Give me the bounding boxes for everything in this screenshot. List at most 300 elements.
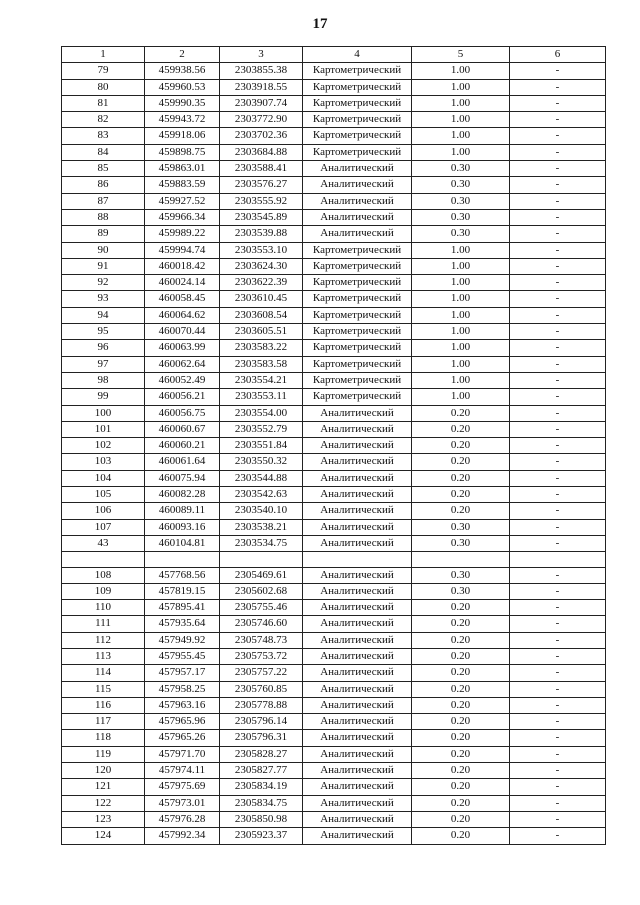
y-coordinate-cell: 2303538.21 bbox=[220, 519, 303, 535]
page-number: 17 bbox=[312, 16, 328, 32]
accuracy-cell: 1.00 bbox=[412, 258, 510, 274]
y-coordinate-cell: 2305748.73 bbox=[220, 632, 303, 648]
method-cell: Картометрический bbox=[303, 242, 412, 258]
accuracy-cell: 0.20 bbox=[412, 763, 510, 779]
x-coordinate-cell: 460056.21 bbox=[145, 389, 220, 405]
method-cell: Картометрический bbox=[303, 340, 412, 356]
method-cell: Аналитический bbox=[303, 779, 412, 795]
y-coordinate-cell: 2305827.77 bbox=[220, 763, 303, 779]
note-cell: - bbox=[510, 535, 606, 551]
method-cell: Аналитический bbox=[303, 583, 412, 599]
note-cell: - bbox=[510, 632, 606, 648]
method-cell: Картометрический bbox=[303, 291, 412, 307]
table-row bbox=[62, 632, 606, 648]
accuracy-cell: 0.20 bbox=[412, 421, 510, 437]
method-cell: Картометрический bbox=[303, 324, 412, 340]
point-number-cell: 118 bbox=[62, 730, 145, 746]
y-coordinate-cell: 2303605.51 bbox=[220, 324, 303, 340]
y-coordinate-cell: 2305753.72 bbox=[220, 648, 303, 664]
method-cell: Картометрический bbox=[303, 275, 412, 291]
point-number-cell: 123 bbox=[62, 811, 145, 827]
accuracy-cell: 0.20 bbox=[412, 779, 510, 795]
x-coordinate-cell: 457957.17 bbox=[145, 665, 220, 681]
note-cell: - bbox=[510, 519, 606, 535]
x-coordinate-cell: 457963.16 bbox=[145, 697, 220, 713]
accuracy-cell: 1.00 bbox=[412, 307, 510, 323]
table-row bbox=[62, 63, 606, 79]
note-cell: - bbox=[510, 746, 606, 762]
x-coordinate-cell: 459883.59 bbox=[145, 177, 220, 193]
table-row bbox=[62, 438, 606, 454]
y-coordinate-cell: 2303540.10 bbox=[220, 503, 303, 519]
method-cell: Аналитический bbox=[303, 193, 412, 209]
x-coordinate-cell: 457955.45 bbox=[145, 648, 220, 664]
y-coordinate-cell: 2305757.22 bbox=[220, 665, 303, 681]
x-coordinate-cell: 459938.56 bbox=[145, 63, 220, 79]
table-row bbox=[62, 665, 606, 681]
note-cell: - bbox=[510, 438, 606, 454]
x-coordinate-cell: 459943.72 bbox=[145, 112, 220, 128]
table-row bbox=[62, 454, 606, 470]
note-cell: - bbox=[510, 307, 606, 323]
x-coordinate-cell bbox=[145, 552, 220, 567]
point-number-cell: 104 bbox=[62, 470, 145, 486]
note-cell: - bbox=[510, 730, 606, 746]
table-row bbox=[62, 95, 606, 111]
point-number-cell: 93 bbox=[62, 291, 145, 307]
y-coordinate-cell: 2303534.75 bbox=[220, 535, 303, 551]
point-number-cell: 116 bbox=[62, 697, 145, 713]
method-cell: Картометрический bbox=[303, 258, 412, 274]
method-cell: Аналитический bbox=[303, 795, 412, 811]
y-coordinate-cell: 2303583.58 bbox=[220, 356, 303, 372]
note-cell: - bbox=[510, 291, 606, 307]
accuracy-cell: 0.20 bbox=[412, 405, 510, 421]
method-cell: Аналитический bbox=[303, 567, 412, 583]
point-number-cell: 82 bbox=[62, 112, 145, 128]
point-number-cell: 117 bbox=[62, 714, 145, 730]
method-cell: Аналитический bbox=[303, 161, 412, 177]
x-coordinate-cell: 459990.35 bbox=[145, 95, 220, 111]
note-cell: - bbox=[510, 779, 606, 795]
x-coordinate-cell: 457976.28 bbox=[145, 811, 220, 827]
accuracy-cell: 1.00 bbox=[412, 79, 510, 95]
accuracy-cell: 0.30 bbox=[412, 519, 510, 535]
y-coordinate-cell: 2305923.37 bbox=[220, 828, 303, 844]
x-coordinate-cell: 459994.74 bbox=[145, 242, 220, 258]
accuracy-cell: 0.20 bbox=[412, 811, 510, 827]
table-row bbox=[62, 112, 606, 128]
note-cell: - bbox=[510, 161, 606, 177]
x-coordinate-cell: 457965.26 bbox=[145, 730, 220, 746]
y-coordinate-cell: 2305760.85 bbox=[220, 681, 303, 697]
accuracy-cell: 0.20 bbox=[412, 681, 510, 697]
table-row bbox=[62, 324, 606, 340]
accuracy-cell: 1.00 bbox=[412, 372, 510, 388]
x-coordinate-cell: 457935.64 bbox=[145, 616, 220, 632]
point-number-cell: 111 bbox=[62, 616, 145, 632]
point-number-cell: 105 bbox=[62, 487, 145, 503]
column-header: 3 bbox=[220, 47, 303, 63]
note-cell: - bbox=[510, 487, 606, 503]
point-number-cell: 110 bbox=[62, 600, 145, 616]
method-cell: Аналитический bbox=[303, 632, 412, 648]
point-number-cell: 101 bbox=[62, 421, 145, 437]
accuracy-cell: 1.00 bbox=[412, 389, 510, 405]
method-cell: Аналитический bbox=[303, 730, 412, 746]
accuracy-cell: 1.00 bbox=[412, 291, 510, 307]
note-cell: - bbox=[510, 616, 606, 632]
note-cell: - bbox=[510, 389, 606, 405]
table-row bbox=[62, 552, 606, 567]
y-coordinate-cell: 2305850.98 bbox=[220, 811, 303, 827]
x-coordinate-cell: 460064.62 bbox=[145, 307, 220, 323]
method-cell: Аналитический bbox=[303, 828, 412, 844]
point-number-cell: 92 bbox=[62, 275, 145, 291]
table-row bbox=[62, 583, 606, 599]
x-coordinate-cell: 457974.11 bbox=[145, 763, 220, 779]
y-coordinate-cell: 2303576.27 bbox=[220, 177, 303, 193]
accuracy-cell: 0.30 bbox=[412, 583, 510, 599]
point-number-cell bbox=[62, 552, 145, 567]
table-row bbox=[62, 746, 606, 762]
point-number-cell: 108 bbox=[62, 567, 145, 583]
point-number-cell: 88 bbox=[62, 209, 145, 225]
table-row bbox=[62, 193, 606, 209]
method-cell: Аналитический bbox=[303, 746, 412, 762]
note-cell: - bbox=[510, 128, 606, 144]
accuracy-cell: 0.20 bbox=[412, 746, 510, 762]
point-number-cell: 85 bbox=[62, 161, 145, 177]
accuracy-cell: 0.20 bbox=[412, 438, 510, 454]
note-cell: - bbox=[510, 226, 606, 242]
y-coordinate-cell: 2303907.74 bbox=[220, 95, 303, 111]
note-cell: - bbox=[510, 112, 606, 128]
x-coordinate-cell: 460062.64 bbox=[145, 356, 220, 372]
table-row bbox=[62, 470, 606, 486]
method-cell bbox=[303, 552, 412, 567]
x-coordinate-cell: 460056.75 bbox=[145, 405, 220, 421]
y-coordinate-cell: 2303554.00 bbox=[220, 405, 303, 421]
x-coordinate-cell: 460052.49 bbox=[145, 372, 220, 388]
column-header: 2 bbox=[145, 47, 220, 63]
x-coordinate-cell: 459927.52 bbox=[145, 193, 220, 209]
table-row bbox=[62, 177, 606, 193]
method-cell: Картометрический bbox=[303, 112, 412, 128]
x-coordinate-cell: 457992.34 bbox=[145, 828, 220, 844]
note-cell: - bbox=[510, 583, 606, 599]
table-row bbox=[62, 795, 606, 811]
note-cell: - bbox=[510, 177, 606, 193]
x-coordinate-cell: 460082.28 bbox=[145, 487, 220, 503]
accuracy-cell: 0.20 bbox=[412, 828, 510, 844]
table-row bbox=[62, 79, 606, 95]
y-coordinate-cell: 2303544.88 bbox=[220, 470, 303, 486]
accuracy-cell: 0.20 bbox=[412, 503, 510, 519]
point-number-cell: 95 bbox=[62, 324, 145, 340]
point-number-cell: 124 bbox=[62, 828, 145, 844]
x-coordinate-cell: 459918.06 bbox=[145, 128, 220, 144]
coordinates-table bbox=[61, 46, 606, 845]
method-cell: Картометрический bbox=[303, 63, 412, 79]
accuracy-cell: 0.20 bbox=[412, 470, 510, 486]
note-cell: - bbox=[510, 600, 606, 616]
accuracy-cell: 1.00 bbox=[412, 275, 510, 291]
x-coordinate-cell: 457949.92 bbox=[145, 632, 220, 648]
accuracy-cell: 0.20 bbox=[412, 714, 510, 730]
accuracy-cell: 0.30 bbox=[412, 193, 510, 209]
method-cell: Аналитический bbox=[303, 438, 412, 454]
note-cell: - bbox=[510, 567, 606, 583]
point-number-cell: 102 bbox=[62, 438, 145, 454]
accuracy-cell: 0.30 bbox=[412, 535, 510, 551]
y-coordinate-cell: 2303702.36 bbox=[220, 128, 303, 144]
accuracy-cell bbox=[412, 552, 510, 567]
method-cell: Аналитический bbox=[303, 226, 412, 242]
point-number-cell: 112 bbox=[62, 632, 145, 648]
note-cell: - bbox=[510, 209, 606, 225]
table-row bbox=[62, 372, 606, 388]
x-coordinate-cell: 457819.15 bbox=[145, 583, 220, 599]
y-coordinate-cell bbox=[220, 552, 303, 567]
y-coordinate-cell: 2303855.38 bbox=[220, 63, 303, 79]
accuracy-cell: 1.00 bbox=[412, 356, 510, 372]
table-row bbox=[62, 616, 606, 632]
x-coordinate-cell: 460089.11 bbox=[145, 503, 220, 519]
table-row bbox=[62, 811, 606, 827]
method-cell: Картометрический bbox=[303, 389, 412, 405]
y-coordinate-cell: 2305602.68 bbox=[220, 583, 303, 599]
y-coordinate-cell: 2305778.88 bbox=[220, 697, 303, 713]
method-cell: Аналитический bbox=[303, 535, 412, 551]
point-number-cell: 81 bbox=[62, 95, 145, 111]
y-coordinate-cell: 2303553.10 bbox=[220, 242, 303, 258]
note-cell: - bbox=[510, 470, 606, 486]
point-number-cell: 107 bbox=[62, 519, 145, 535]
x-coordinate-cell: 459960.53 bbox=[145, 79, 220, 95]
x-coordinate-cell: 460060.21 bbox=[145, 438, 220, 454]
y-coordinate-cell: 2303554.21 bbox=[220, 372, 303, 388]
point-number-cell: 83 bbox=[62, 128, 145, 144]
y-coordinate-cell: 2303550.32 bbox=[220, 454, 303, 470]
accuracy-cell: 1.00 bbox=[412, 128, 510, 144]
note-cell: - bbox=[510, 372, 606, 388]
note-cell: - bbox=[510, 421, 606, 437]
x-coordinate-cell: 457958.25 bbox=[145, 681, 220, 697]
x-coordinate-cell: 460063.99 bbox=[145, 340, 220, 356]
accuracy-cell: 0.20 bbox=[412, 487, 510, 503]
column-header: 4 bbox=[303, 47, 412, 63]
note-cell: - bbox=[510, 811, 606, 827]
y-coordinate-cell: 2303553.11 bbox=[220, 389, 303, 405]
point-number-cell: 103 bbox=[62, 454, 145, 470]
point-number-cell: 109 bbox=[62, 583, 145, 599]
method-cell: Аналитический bbox=[303, 697, 412, 713]
table-row bbox=[62, 144, 606, 160]
table-row bbox=[62, 356, 606, 372]
method-cell: Аналитический bbox=[303, 811, 412, 827]
accuracy-cell: 0.20 bbox=[412, 697, 510, 713]
method-cell: Аналитический bbox=[303, 487, 412, 503]
point-number-cell: 90 bbox=[62, 242, 145, 258]
note-cell: - bbox=[510, 144, 606, 160]
note-cell: - bbox=[510, 95, 606, 111]
table-row bbox=[62, 779, 606, 795]
table-row bbox=[62, 487, 606, 503]
x-coordinate-cell: 457973.01 bbox=[145, 795, 220, 811]
y-coordinate-cell: 2305796.31 bbox=[220, 730, 303, 746]
method-cell: Аналитический bbox=[303, 616, 412, 632]
x-coordinate-cell: 460058.45 bbox=[145, 291, 220, 307]
table-row bbox=[62, 209, 606, 225]
point-number-cell: 115 bbox=[62, 681, 145, 697]
y-coordinate-cell: 2303608.54 bbox=[220, 307, 303, 323]
x-coordinate-cell: 460060.67 bbox=[145, 421, 220, 437]
y-coordinate-cell: 2303583.22 bbox=[220, 340, 303, 356]
accuracy-cell: 0.20 bbox=[412, 648, 510, 664]
note-cell bbox=[510, 552, 606, 567]
y-coordinate-cell: 2305746.60 bbox=[220, 616, 303, 632]
table-row bbox=[62, 242, 606, 258]
y-coordinate-cell: 2303624.30 bbox=[220, 258, 303, 274]
accuracy-cell: 0.30 bbox=[412, 177, 510, 193]
note-cell: - bbox=[510, 405, 606, 421]
method-cell: Аналитический bbox=[303, 648, 412, 664]
note-cell: - bbox=[510, 648, 606, 664]
point-number-cell: 89 bbox=[62, 226, 145, 242]
column-header: 1 bbox=[62, 47, 145, 63]
method-cell: Картометрический bbox=[303, 307, 412, 323]
point-number-cell: 114 bbox=[62, 665, 145, 681]
accuracy-cell: 0.20 bbox=[412, 730, 510, 746]
accuracy-cell: 0.30 bbox=[412, 209, 510, 225]
x-coordinate-cell: 460024.14 bbox=[145, 275, 220, 291]
point-number-cell: 100 bbox=[62, 405, 145, 421]
table-row bbox=[62, 697, 606, 713]
y-coordinate-cell: 2305796.14 bbox=[220, 714, 303, 730]
note-cell: - bbox=[510, 828, 606, 844]
note-cell: - bbox=[510, 275, 606, 291]
note-cell: - bbox=[510, 63, 606, 79]
column-header: 6 bbox=[510, 47, 606, 63]
note-cell: - bbox=[510, 795, 606, 811]
x-coordinate-cell: 457895.41 bbox=[145, 600, 220, 616]
table-row bbox=[62, 828, 606, 844]
note-cell: - bbox=[510, 665, 606, 681]
method-cell: Аналитический bbox=[303, 454, 412, 470]
table-row bbox=[62, 567, 606, 583]
point-number-cell: 91 bbox=[62, 258, 145, 274]
accuracy-cell: 0.30 bbox=[412, 567, 510, 583]
table-row bbox=[62, 503, 606, 519]
note-cell: - bbox=[510, 258, 606, 274]
point-number-cell: 120 bbox=[62, 763, 145, 779]
accuracy-cell: 1.00 bbox=[412, 112, 510, 128]
table-header-row bbox=[62, 47, 606, 63]
method-cell: Картометрический bbox=[303, 356, 412, 372]
table-row bbox=[62, 648, 606, 664]
point-number-cell: 96 bbox=[62, 340, 145, 356]
y-coordinate-cell: 2303552.79 bbox=[220, 421, 303, 437]
note-cell: - bbox=[510, 242, 606, 258]
note-cell: - bbox=[510, 763, 606, 779]
column-header: 5 bbox=[412, 47, 510, 63]
x-coordinate-cell: 459966.34 bbox=[145, 209, 220, 225]
accuracy-cell: 1.00 bbox=[412, 242, 510, 258]
accuracy-cell: 0.20 bbox=[412, 600, 510, 616]
table-row bbox=[62, 535, 606, 551]
x-coordinate-cell: 457971.70 bbox=[145, 746, 220, 762]
y-coordinate-cell: 2305834.19 bbox=[220, 779, 303, 795]
note-cell: - bbox=[510, 681, 606, 697]
accuracy-cell: 0.20 bbox=[412, 454, 510, 470]
point-number-cell: 80 bbox=[62, 79, 145, 95]
table-row bbox=[62, 275, 606, 291]
method-cell: Аналитический bbox=[303, 763, 412, 779]
table-row bbox=[62, 519, 606, 535]
x-coordinate-cell: 457768.56 bbox=[145, 567, 220, 583]
y-coordinate-cell: 2303542.63 bbox=[220, 487, 303, 503]
y-coordinate-cell: 2303588.41 bbox=[220, 161, 303, 177]
point-number-cell: 97 bbox=[62, 356, 145, 372]
table-body bbox=[62, 63, 606, 844]
method-cell: Аналитический bbox=[303, 209, 412, 225]
method-cell: Картометрический bbox=[303, 95, 412, 111]
method-cell: Аналитический bbox=[303, 714, 412, 730]
point-number-cell: 122 bbox=[62, 795, 145, 811]
note-cell: - bbox=[510, 503, 606, 519]
x-coordinate-cell: 459863.01 bbox=[145, 161, 220, 177]
table-row bbox=[62, 763, 606, 779]
note-cell: - bbox=[510, 193, 606, 209]
table-row bbox=[62, 389, 606, 405]
table-row bbox=[62, 714, 606, 730]
y-coordinate-cell: 2305755.46 bbox=[220, 600, 303, 616]
accuracy-cell: 0.30 bbox=[412, 226, 510, 242]
note-cell: - bbox=[510, 454, 606, 470]
x-coordinate-cell: 459989.22 bbox=[145, 226, 220, 242]
y-coordinate-cell: 2303684.88 bbox=[220, 144, 303, 160]
y-coordinate-cell: 2303610.45 bbox=[220, 291, 303, 307]
x-coordinate-cell: 460061.64 bbox=[145, 454, 220, 470]
accuracy-cell: 0.20 bbox=[412, 665, 510, 681]
table-row bbox=[62, 730, 606, 746]
accuracy-cell: 0.20 bbox=[412, 632, 510, 648]
table-row bbox=[62, 340, 606, 356]
accuracy-cell: 0.20 bbox=[412, 616, 510, 632]
method-cell: Картометрический bbox=[303, 372, 412, 388]
point-number-cell: 86 bbox=[62, 177, 145, 193]
method-cell: Аналитический bbox=[303, 421, 412, 437]
y-coordinate-cell: 2303539.88 bbox=[220, 226, 303, 242]
table-row bbox=[62, 258, 606, 274]
table-row bbox=[62, 405, 606, 421]
y-coordinate-cell: 2303545.89 bbox=[220, 209, 303, 225]
y-coordinate-cell: 2305828.27 bbox=[220, 746, 303, 762]
point-number-cell: 121 bbox=[62, 779, 145, 795]
point-number-cell: 113 bbox=[62, 648, 145, 664]
method-cell: Аналитический bbox=[303, 503, 412, 519]
method-cell: Картометрический bbox=[303, 144, 412, 160]
note-cell: - bbox=[510, 340, 606, 356]
accuracy-cell: 1.00 bbox=[412, 144, 510, 160]
y-coordinate-cell: 2303772.90 bbox=[220, 112, 303, 128]
x-coordinate-cell: 460093.16 bbox=[145, 519, 220, 535]
table-row bbox=[62, 226, 606, 242]
note-cell: - bbox=[510, 356, 606, 372]
y-coordinate-cell: 2303555.92 bbox=[220, 193, 303, 209]
y-coordinate-cell: 2303918.55 bbox=[220, 79, 303, 95]
